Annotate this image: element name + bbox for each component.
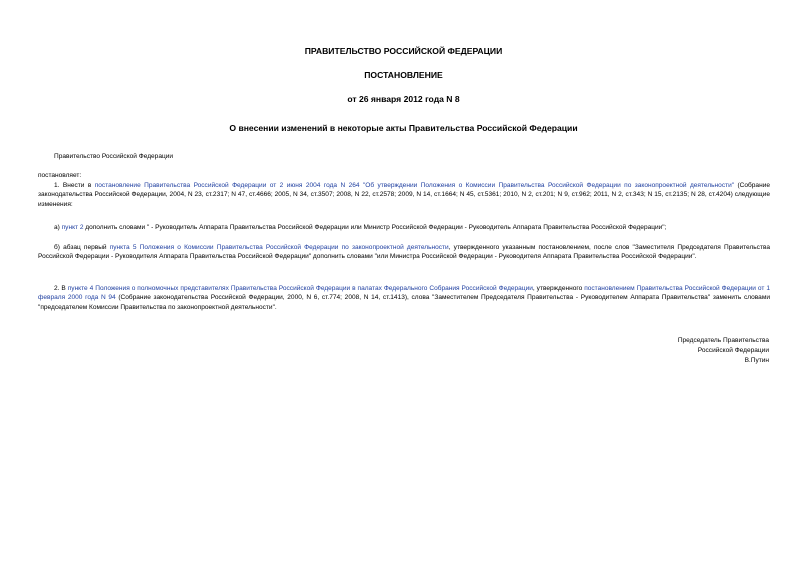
paragraph-2-rest: (Собрание законодательства Российской Федерации, 2000, N 6, ст.774; 2008, N 14, ст.1413), слова "Заместителем Председателя Правительства - Руководителем Аппарата Правительства" заменить словами "председателем Комиссии Правительства по законопроектной деятельности". — [38, 294, 770, 311]
document-type: ПОСТАНОВЛЕНИЕ — [364, 70, 443, 80]
paragraph-b-start: б) абзац первый — [54, 244, 110, 251]
paragraph-a — [38, 223, 770, 232]
link-decree-94[interactable]: постановлением Правительства Российской Федерации от 1 февраля 2000 года N 94 — [38, 285, 770, 302]
government-heading: ПРАВИТЕЛЬСТВО РОССИЙСКОЙ ФЕДЕРАЦИИ — [304, 46, 503, 56]
signature-position-line2: Российской Федерации — [697, 347, 769, 354]
document-date-number: от 26 января 2012 года N 8 — [347, 94, 460, 104]
paragraph-1-start: 1. Внести в — [54, 182, 95, 189]
link-decree-264[interactable]: постановление Правительства Российской Федерации от 2 июня 2004 года N 264 "Об утверждении Положения о Комиссии Правительства Российской Федерации по законопроектной деятельности" — [94, 182, 735, 189]
decrees-line: постановляет: — [38, 172, 82, 179]
intro-line: Правительство Российской Федерации — [54, 153, 174, 160]
link-point-5[interactable]: пункта 5 Положения о Комиссии Правительства Российской Федерации по законопроектной деятельности — [109, 244, 449, 251]
paragraph-a-rest: дополнить словами " - Руководитель Аппарата Правительства Российской Федерации или Министр Российской Федерации - Руководитель Аппарата Правительства Российской Федерации"; — [83, 224, 667, 231]
signature-name: В.Путин — [744, 357, 769, 364]
paragraph-1-rest: (Собрание законодательства Российской Федерации, 2004, N 23, ст.2317; N 47, ст.4666; 2005, N 34, ст.3507; 2008, N 22, ст.2578; 2009, N 14, ст.1664; N 45, ст.5361; 2010, N 2, ст.201; N 9, ст.962; 2011, N 2, ст.343; N 15, ст.2135; N 28, ст.4204) следующие изменения: — [38, 182, 770, 208]
link-point-4[interactable]: пункте 4 Положения о полномочных представителях Правительства Российской Федерации в палатах Федерального Собрания Российской Федерации — [67, 285, 533, 292]
signature-position-line1: Председатель Правительства — [677, 337, 769, 344]
paragraph-2-mid: , утвержденного — [532, 285, 585, 292]
link-point-2[interactable]: пункт 2 — [61, 224, 84, 231]
paragraph-a-start: а) — [54, 224, 62, 231]
paragraph-1 — [38, 181, 770, 209]
paragraph-2 — [38, 284, 770, 312]
document-title: О внесении изменений в некоторые акты Правительства Российской Федерации — [229, 123, 578, 133]
paragraph-b — [38, 243, 770, 262]
paragraph-2-start: 2. В — [54, 285, 68, 292]
paragraph-b-rest: , утвержденного указанным постановлением, после слов "Заместителя Председателя Правительства Российской Федерации - Руководителя Аппарата Правительства Российской Федерации" дополнить словами "или Министра Российской Федерации - Руководителя Аппарата Правительства Российской Федерации". — [38, 244, 771, 261]
